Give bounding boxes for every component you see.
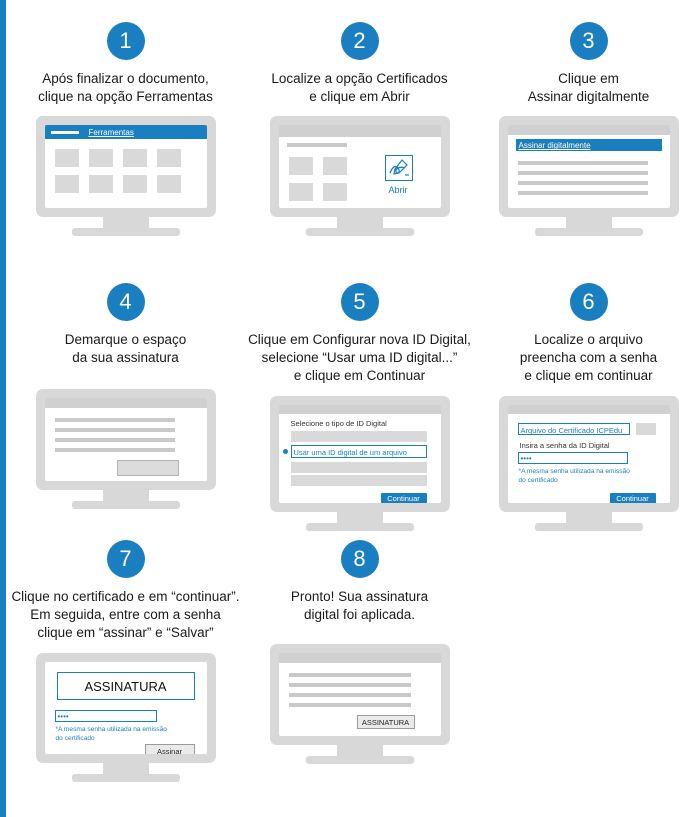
step-5-option-label[interactable]: Usar uma ID digital de um arquivo [293,447,407,457]
step-6-password-prompt: Insira a senha da ID Digital [519,440,610,450]
step-6-caption [472,331,700,386]
signature-pen-icon[interactable] [385,155,413,181]
step-1-toolbar-label[interactable]: Ferramentas [88,128,134,138]
step-7-signature-label: ASSINATURA [84,678,167,694]
step-1-tile [123,149,147,167]
step-7-note-line1: *A mesma senha utilizada na emissão [55,725,167,733]
step-3-text-line [518,161,648,165]
step-2-monitor-base [306,228,414,236]
step-6-browse-button[interactable] [636,423,656,435]
step-5-option-row [291,462,427,473]
step-1-screen [36,116,216,217]
step-2-tile [289,157,313,175]
step-7-monitor-base [72,774,180,782]
step-8-text-line [289,673,411,677]
step-3-caption-line2: Assinar digitalmente [527,89,650,105]
step-4-text-line [55,438,175,442]
step-8 [243,540,476,764]
step-2-toolbar-line [287,143,347,147]
step-8-caption-line1: Pronto! Sua assinatura [290,589,429,604]
step-3 [472,22,700,236]
step-3-banner-label[interactable]: Assinar digitalmente [518,141,591,151]
step-4-monitor [36,389,216,509]
step-1-screen-inner [45,125,207,208]
step-5-caption-line3: e clique em Continuar [293,368,426,384]
step-2-toolbar [279,125,441,137]
step-2-caption [243,70,476,106]
step-4-screen [36,389,216,490]
step-7-note-line2: do certificado [55,734,95,742]
step-7-caption-line1: Clique no certificado e em “continuar”. [11,589,240,604]
step-3-screen [499,116,679,217]
step-5-dialog-title: Selecione o tipo de ID Digital [290,418,387,428]
step-8-monitor [270,644,450,764]
step-5-option-row [291,475,427,486]
step-7-monitor [36,653,216,782]
step-3-text-line [518,181,648,185]
step-3-badge: 3 [570,22,608,60]
step-6-password-value[interactable]: •••• [520,453,532,463]
step-3-toolbar [508,125,670,135]
step-1-toolbar-handle [51,131,79,134]
step-6-caption-line1: Localize o arquivo [534,332,643,347]
step-4-badge: 4 [107,283,145,321]
step-5-toolbar [279,405,441,414]
step-5-caption-line2: selecione “Usar uma ID digital...” [261,350,458,366]
step-1-tile [89,149,113,167]
step-1-badge: 1 [107,22,145,60]
step-2-screen [270,116,450,217]
step-8-text-line [289,683,411,687]
step-4-text-line [55,448,175,452]
step-2-caption-line1: Localize a opção Certificados [271,71,448,86]
step-4-caption [9,331,242,367]
step-7-badge: 7 [107,540,145,578]
step-8-monitor-stand [337,745,383,756]
step-8-signature-stamp: ASSINATURA [357,715,415,729]
step-6-screen-inner [508,405,670,503]
step-2-caption-line2: e clique em Abrir [309,89,410,105]
step-6-file-label[interactable]: Arquivo do Certificado ICPEdu [520,425,623,435]
step-6-monitor-stand [566,512,612,523]
step-4-screen-inner [45,398,207,481]
step-8-text-line [289,693,411,697]
step-7-screen-inner [45,662,207,754]
step-2-monitor-stand [337,217,383,228]
step-8-badge: 8 [341,540,379,578]
step-1-tile [89,175,113,193]
step-7-caption-line3: clique em “assinar” e “Salvar” [37,625,214,641]
step-1-caption [9,70,242,106]
step-7-screen [36,653,216,763]
step-8-caption-line2: digital foi aplicada. [303,607,416,623]
step-4-text-line [55,428,175,432]
step-7-caption [9,588,242,643]
step-6-monitor [499,396,679,531]
step-5-continue-button[interactable]: Continuar [381,493,427,503]
step-4-text-line [55,418,175,422]
step-2 [243,22,476,236]
step-1 [9,22,242,236]
step-1-tile [55,149,79,167]
step-6-password-field[interactable] [518,452,628,464]
step-2-monitor [270,116,450,236]
step-3-text-line [518,171,648,175]
step-7-signature-box[interactable] [57,672,195,700]
step-4-caption-line1: Demarque o espaço [64,332,187,347]
step-1-caption-line1: Após finalizar o documento, [42,71,209,86]
step-1-tile [157,149,181,167]
step-6-badge: 6 [570,283,608,321]
step-5 [243,283,476,531]
step-5-screen [270,396,450,512]
step-6 [472,283,700,531]
step-1-monitor-stand [103,217,149,228]
step-6-note-line1: *A mesma senha utilizada na emissão [518,467,630,475]
step-4-signature-area[interactable] [117,460,179,476]
step-3-caption [472,70,700,106]
step-5-monitor-stand [337,512,383,523]
step-4-monitor-stand [103,490,149,501]
step-6-caption-line3: e clique em continuar [524,368,653,384]
step-7 [9,540,242,782]
step-8-screen [270,644,450,745]
step-2-tile [323,183,347,201]
step-7-password-field[interactable] [55,710,157,722]
step-3-monitor [499,116,679,236]
step-8-toolbar [279,653,441,663]
step-1-tile [123,175,147,193]
step-5-caption [243,331,476,386]
step-6-screen [499,396,679,512]
step-2-tile [323,157,347,175]
step-4-caption-line2: da sua assinatura [72,350,179,366]
step-6-monitor-base [535,523,643,531]
step-6-caption-line2: preencha com a senha [519,350,658,366]
step-5-option-radio[interactable] [283,449,288,454]
step-7-caption-line2: Em seguida, entre com a senha [30,607,221,623]
step-7-password-value[interactable]: •••• [57,711,69,721]
step-2-badge: 2 [341,22,379,60]
step-3-screen-inner [508,125,670,208]
step-4-monitor-base [72,501,180,509]
step-6-continue-button[interactable]: Continuar [610,493,656,503]
step-6-toolbar [508,405,670,414]
step-1-tile [157,175,181,193]
step-3-caption-line1: Clique em [558,71,619,86]
step-7-monitor-stand [103,763,149,774]
step-3-text-line [518,191,648,195]
step-3-monitor-base [535,228,643,236]
step-1-monitor [36,116,216,236]
step-5-monitor-base [306,523,414,531]
step-8-caption [243,588,476,624]
step-8-screen-inner [279,653,441,736]
step-5-option-row [291,431,427,442]
step-4 [9,283,242,509]
step-1-caption-line2: clique na opção Ferramentas [38,89,213,105]
step-2-tile [289,183,313,201]
step-7-sign-button[interactable]: Assinar [145,744,195,754]
step-5-caption-line1: Clique em Configurar nova ID Digital, [248,332,471,347]
step-8-text-line [289,703,411,707]
step-5-monitor [270,396,450,531]
step-5-badge: 5 [341,283,379,321]
step-8-monitor-base [306,756,414,764]
step-4-toolbar [45,398,207,408]
step-2-screen-inner [279,125,441,208]
step-1-monitor-base [72,228,180,236]
step-3-monitor-stand [566,217,612,228]
step-1-tile [55,175,79,193]
step-2-open-label[interactable]: Abrir [388,185,408,196]
signature-pen-icon-svg [386,156,412,180]
step-6-note-line2: do certificado [518,476,558,484]
step-5-screen-inner [279,405,441,503]
